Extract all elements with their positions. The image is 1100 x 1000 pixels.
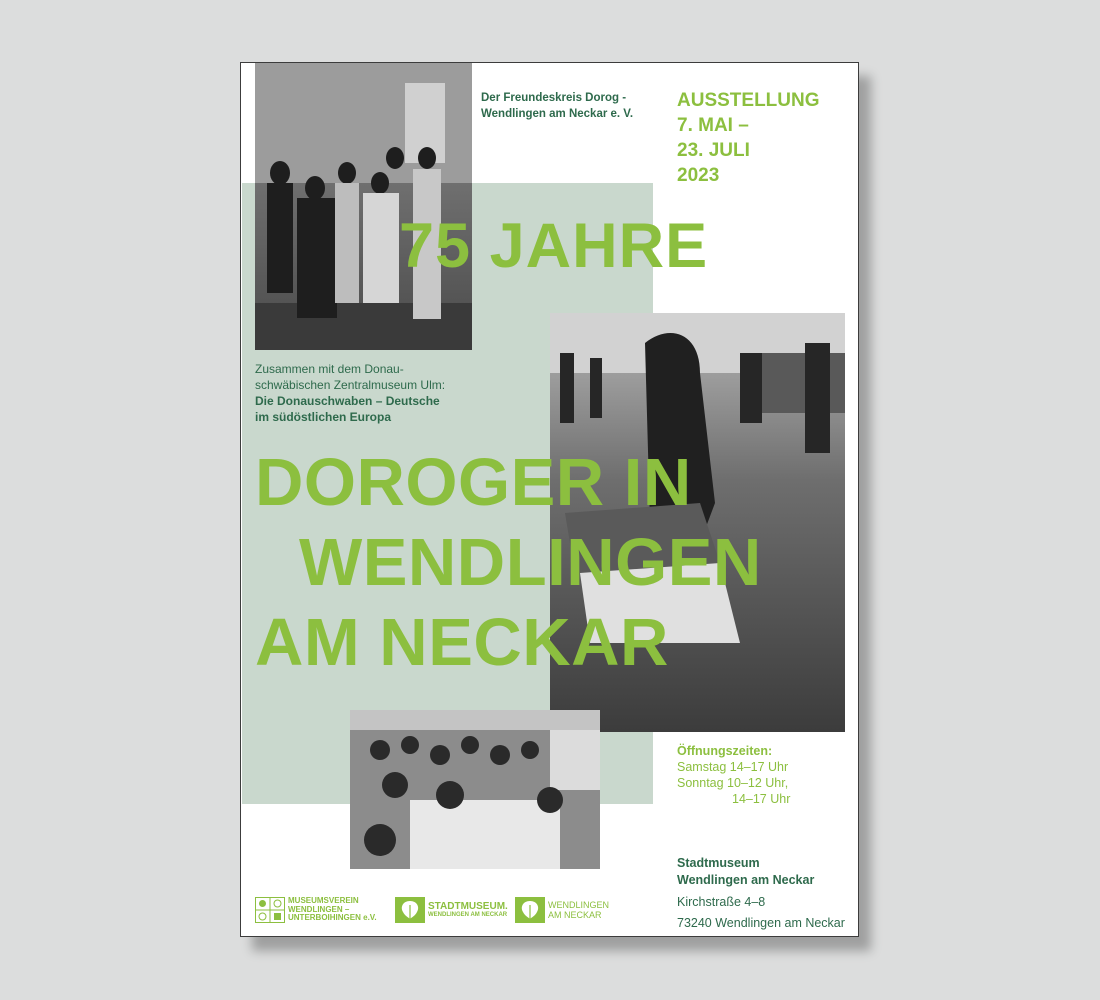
wendlingen-logo bbox=[515, 897, 609, 923]
venue-city: 73240 Wendlingen am Neckar bbox=[677, 916, 845, 930]
leaf-icon bbox=[395, 897, 425, 923]
organizer-text bbox=[481, 90, 681, 122]
organizer-line-2: Wendlingen am Neckar e. V. bbox=[481, 108, 634, 120]
stadtmuseum-text-line-1: STADTMUSEUM. bbox=[428, 900, 508, 912]
gathering-at-table-photo bbox=[350, 710, 600, 869]
exhibition-dates bbox=[677, 88, 847, 188]
exhibition-year: 2023 bbox=[677, 165, 720, 186]
collab-line-3: Die Donauschwaben – Deutsche bbox=[255, 394, 440, 408]
stadtmuseum-logo bbox=[395, 897, 508, 923]
venue-name-line-2: Wendlingen am Neckar bbox=[677, 873, 815, 887]
exhibition-poster bbox=[240, 62, 859, 937]
collab-line-2: schwäbischen Zentralmuseum Ulm: bbox=[255, 378, 446, 392]
organizer-line-1: Der Freundeskreis Dorog - bbox=[481, 92, 627, 104]
stadtmuseum-text-line-2: WENDLINGEN AM NECKAR bbox=[428, 911, 508, 918]
title-line-1: DOROGER IN bbox=[255, 445, 692, 520]
exhibition-label: AUSSTELLUNG bbox=[677, 90, 820, 111]
group-portrait-photo bbox=[255, 63, 472, 350]
museumsverein-text-line-1: MUSEUMSVEREIN bbox=[288, 896, 359, 906]
museumsverein-logo bbox=[255, 897, 377, 923]
opening-hours-heading: Öffnungszeiten: bbox=[677, 744, 773, 758]
exhibition-date-end: 23. JULI bbox=[677, 140, 750, 161]
collab-line-4: im südöstlichen Europa bbox=[255, 410, 392, 424]
venue-street: Kirchstraße 4–8 bbox=[677, 895, 766, 909]
collaboration-text bbox=[255, 361, 485, 425]
venue-name-line-1: Stadtmuseum bbox=[677, 856, 760, 870]
opening-hours-saturday: Samstag 14–17 Uhr bbox=[677, 760, 789, 774]
museumsverein-text-line-2: WENDLINGEN – bbox=[288, 904, 350, 914]
wendlingen-text-line-2: AM NECKAR bbox=[548, 910, 602, 920]
anniversary-heading: 75 JAHRE bbox=[399, 211, 709, 281]
wendlingen-text-line-1: WENDLINGEN bbox=[548, 900, 610, 910]
opening-hours-sunday-afternoon: 14–17 Uhr bbox=[732, 792, 791, 806]
wendlingen-text bbox=[548, 900, 609, 920]
leaf-icon bbox=[515, 897, 545, 923]
opening-hours bbox=[677, 743, 847, 807]
stadtmuseum-text bbox=[428, 902, 508, 919]
museumsverein-emblem-icon bbox=[255, 897, 285, 923]
title-line-3: AM NECKAR bbox=[255, 605, 669, 680]
museumsverein-text bbox=[288, 897, 377, 923]
venue-address bbox=[677, 855, 857, 934]
exhibition-date-start: 7. MAI – bbox=[677, 115, 749, 136]
title-line-2: WENDLINGEN bbox=[299, 525, 762, 600]
museumsverein-text-line-3: UNTERBOIHINGEN e.V. bbox=[288, 913, 377, 923]
opening-hours-sunday: Sonntag 10–12 Uhr, bbox=[677, 776, 789, 790]
collab-line-1: Zusammen mit dem Donau- bbox=[255, 362, 404, 376]
